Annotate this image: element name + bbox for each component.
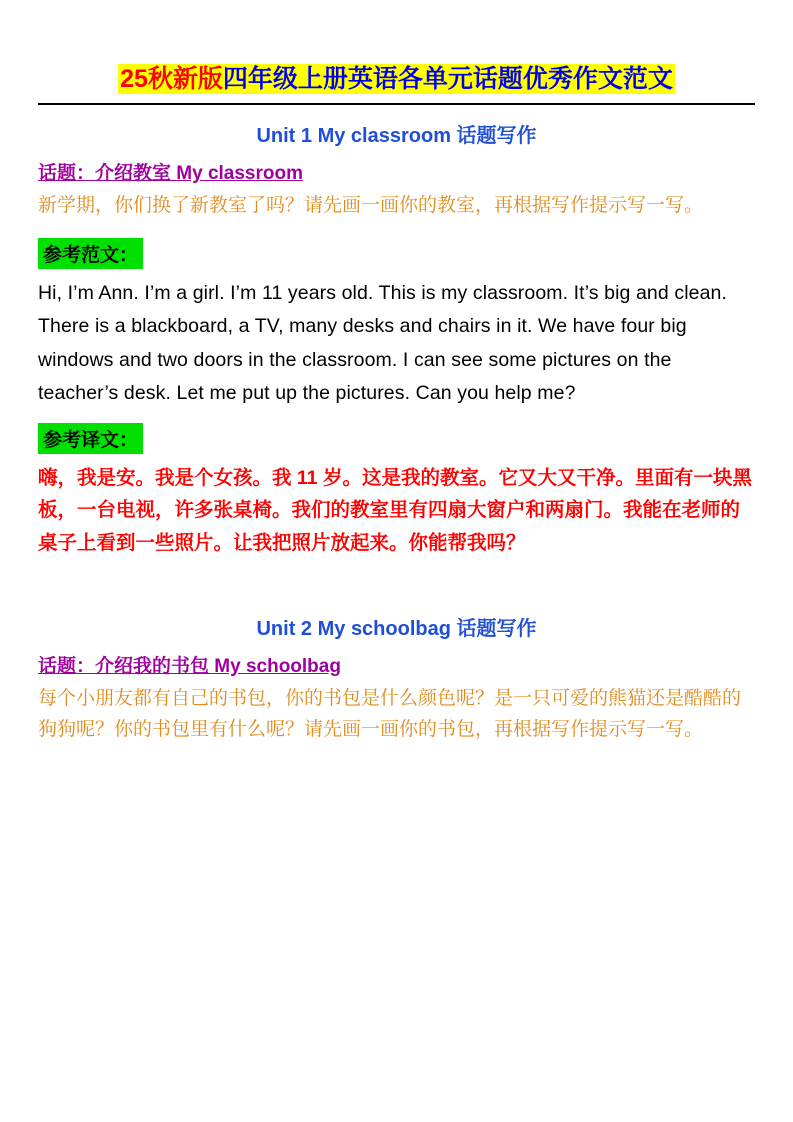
unit-1-sample-english: Hi, I’m Ann. I’m a girl. I’m 11 years old. This is my classroom. It’s big and clean. There is a blackboard, a TV, many desks and chairs in it. We have four big windows and two doors in the classroom. I can see some pictures on the teacher’s desk. Let me put up the pictures. Can you help me?: [38, 281, 727, 405]
page-title-segment-1: 秋新版: [147, 65, 223, 93]
page-title-highlight: [118, 64, 675, 94]
section-unit-1: [38, 119, 755, 560]
unit-1-prompt: 新学期，你们换了新教室了吗？请先画一画你的教室，再根据写作提示写一写。: [38, 194, 704, 216]
unit-2-prompt: 每个小朋友都有自己的书包，你的书包是什么颜色呢？是一只可爱的熊猫还是酷酷的狗狗呢？你的书包里有什么呢？请先画一画你的书包，再根据写作提示写一写。: [38, 687, 742, 740]
unit-1-sample-label: 参考范文：: [38, 238, 143, 269]
page-title-number: 25: [120, 65, 148, 93]
page-title-segment-2: 四年级上册英语各单元话题优秀作文范文: [222, 65, 673, 93]
unit-2-topic: 话题：介绍我的书包 My schoolbag: [38, 655, 341, 677]
unit-1-translation-chinese: 嗨，我是安。我是个女孩。我 11 岁。这是我的教室。它又大又干净。里面有一块黑板，一台电视，许多张桌椅。我们的教室里有四扇大窗户和两扇门。我能在老师的桌子上看到一些照片。让我把照片放起来。你能帮我吗？: [38, 466, 752, 555]
page-title: [38, 63, 755, 97]
unit-1-topic: 话题：介绍教室 My classroom: [38, 162, 303, 184]
section-unit-2: [38, 612, 755, 746]
title-divider: [38, 103, 755, 105]
section-spacer: [38, 564, 755, 602]
unit-2-heading: Unit 2 My schoolbag 话题写作: [256, 617, 537, 640]
unit-1-translation-label: 参考译文：: [38, 423, 143, 454]
unit-1-heading: Unit 1 My classroom 话题写作: [256, 124, 537, 147]
